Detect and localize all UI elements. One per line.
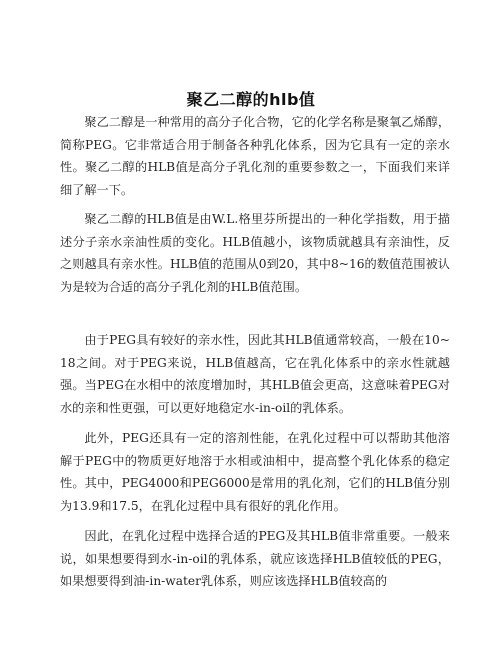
document-title: 聚乙二醇的hlb值: [186, 89, 316, 109]
paragraph-solvent-properties: 此外，PEG还具有一定的溶剂性能，在乳化过程中可以帮助其他溶解于PEG中的物质更好地溶于水相或油相中，提高整个乳化体系的稳定性。其中，PEG4000和PEG6000是常用的乳化剂，它们的HLB值分别为13.9和17.5，在乳化过程中具有很好的乳化作用。: [60, 431, 450, 513]
paragraph-intro: 聚乙二醇是一种常用的高分子化合物，它的化学名称是聚氧乙烯醇，简称PEG。它非常适合用于制备各种乳化体系，因为它具有一定的亲水性。聚乙二醇的HLB值是高分子乳化剂的重要参数之一，下面我们来详细了解一下。: [60, 115, 451, 197]
paragraph-selection: 因此，在乳化过程中选择合适的PEG及其HLB值非常重要。一般来说，如果想要得到水-in-oil的乳体系，就应该选择HLB值较低的PEG，如果想要得到油-in-water乳体系，则应该选择HLB值较高的: [60, 529, 450, 589]
paragraph-peg-hlb-range: 由于PEG具有较好的亲水性，因此其HLB值通常较高，一般在10~18之间。对于PEG来说，HLB值越高，它在乳化体系中的亲水性就越强。当PEG在水相中的浓度增加时，其HLB值会更高，这意味着PEG对水的亲和性更强，可以更好地稳定水-in-oil的乳体系。: [60, 333, 450, 415]
paragraph-hlb-definition: 聚乙二醇的HLB值是由W.L.格里芬所提出的一种化学指数，用于描述分子亲水亲油性质的变化。HLB值越小，该物质就越具有亲油性，反之则越具有亲水性。HLB值的范围从0到20，其中8~16的数值范围被认为是较为合适的高分子乳化剂的HLB值范围。: [60, 212, 450, 294]
